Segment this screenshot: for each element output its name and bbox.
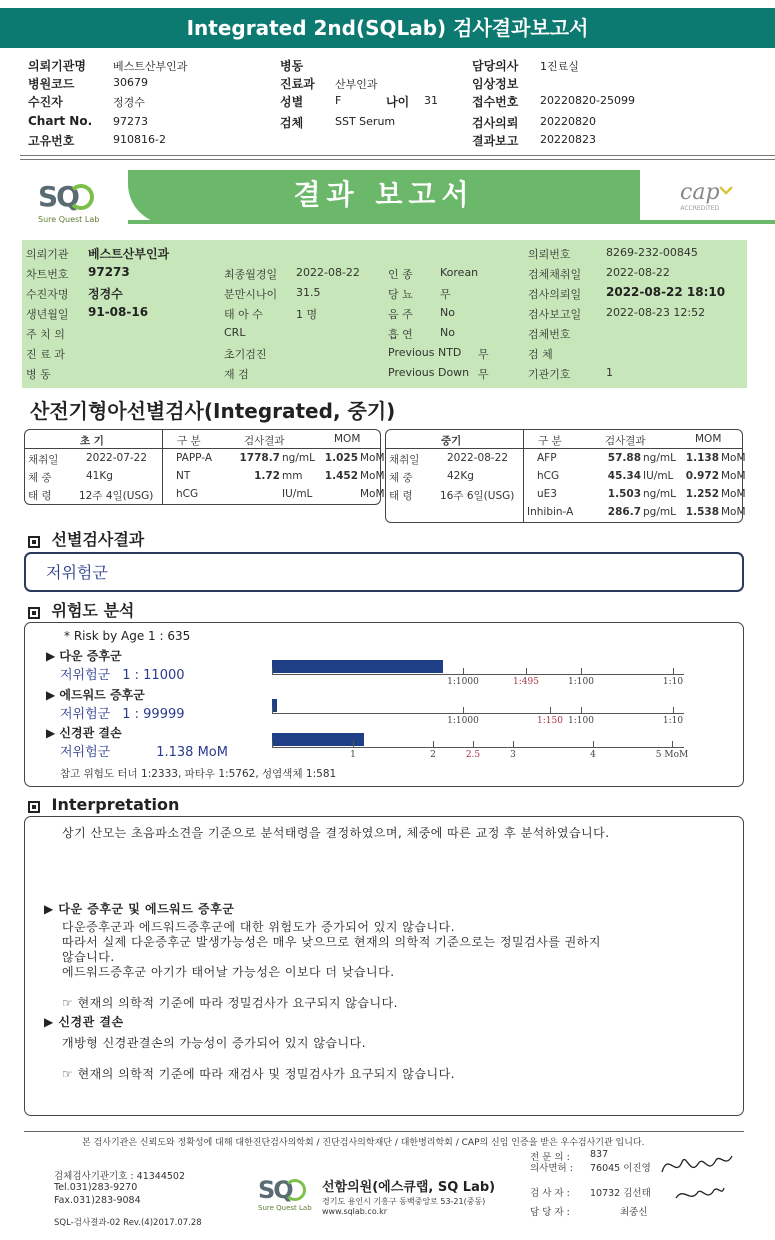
- down-tick: [272, 668, 273, 674]
- patient-field-value: 97273: [88, 265, 130, 279]
- ntd-tick: [672, 741, 673, 747]
- footer-logo-mark: SQ: [258, 1176, 292, 1204]
- mid-marker-result: 286.7: [607, 506, 641, 518]
- header-field-label: 담당의사: [472, 59, 519, 73]
- mid-marker-mom: 0.972: [685, 470, 719, 482]
- early-marker-unit: mm: [282, 470, 303, 482]
- footer-logo-ring-icon: [284, 1179, 306, 1201]
- patient-field-label: Previous NTD: [388, 346, 462, 359]
- risk-title-text: 위험도 분석: [51, 601, 135, 620]
- early-info-label: 태 령: [28, 490, 52, 502]
- interp-down-line: 다운증후군과 에드워드증후군에 대한 위험도가 증가되어 있지 않습니다.: [62, 920, 455, 934]
- mid-header-divider: [385, 448, 743, 449]
- staff-value: 최중신: [620, 1207, 648, 1218]
- ntd-axis: [272, 747, 684, 748]
- mid-marker-result: 57.88: [607, 452, 641, 464]
- mid-marker-mom-unit: MoM: [721, 506, 746, 518]
- header-field-label: 검사의뢰: [472, 116, 519, 130]
- footer-address: 경기도 용인시 기흥구 동백중앙로 53-21(중동): [322, 1197, 486, 1206]
- staff-label: 의사면허 :: [530, 1163, 573, 1174]
- edwards-tick: [581, 707, 582, 713]
- interp-down-note: ☞ 현재의 의학적 기준에 따라 정밀검사가 요구되지 않습니다.: [62, 996, 398, 1010]
- patient-field-label: CRL: [224, 326, 246, 339]
- mid-marker-mom-unit: MoM: [721, 470, 746, 482]
- early-header-cell: 초 기: [80, 435, 104, 447]
- patient-field-value: 정경수: [88, 287, 123, 301]
- patient-field-label: 분만시나이: [224, 288, 278, 301]
- patient-field-value: 베스트산부인과: [88, 247, 170, 261]
- report-banner-title: 결과 보고서: [128, 170, 640, 224]
- header-field-label: 접수번호: [472, 95, 519, 109]
- down-axis: [272, 674, 684, 675]
- mid-marker-mom: 1.538: [685, 506, 719, 518]
- interpretation-section-title: [28, 795, 179, 814]
- patient-field-label: 기관기호: [528, 368, 571, 381]
- cap-logo-mark: cap: [680, 180, 720, 205]
- patient-field-label: 검 체: [528, 348, 553, 361]
- ntd-label: ▶ 신경관 결손: [46, 726, 122, 740]
- mid-info-value: 16주 6일(USG): [440, 490, 515, 502]
- patient-field-label: 검체채취일: [528, 268, 582, 281]
- footer-tel: Tel.031)283-9270: [54, 1182, 138, 1193]
- edwards-tick: [673, 707, 674, 713]
- edwards-tick-label: 1:1000: [447, 716, 479, 726]
- signature-2-icon: [670, 1180, 726, 1208]
- edwards-tick-label: 1:10: [662, 716, 684, 726]
- mid-marker-mom-unit: MoM: [721, 452, 746, 464]
- early-marker-mom-unit: MoM: [360, 452, 385, 464]
- square-bullet-icon: [28, 607, 40, 619]
- footer-website: www.sqlab.co.kr: [322, 1207, 388, 1216]
- mid-marker-result: 45.34: [607, 470, 641, 482]
- mid-marker-name: uE3: [537, 488, 557, 500]
- footer-fax: Fax.031)283-9084: [54, 1195, 141, 1206]
- mid-marker-unit: pg/mL: [643, 506, 676, 518]
- mid-header-cell: MOM: [695, 433, 722, 445]
- staff-label: 검 사 자 :: [530, 1188, 570, 1199]
- edwards-tick-label: 1:100: [568, 716, 594, 726]
- patient-field-label: 흡 연: [388, 328, 413, 341]
- header-field-value: 31: [424, 94, 438, 107]
- header-field-value: 910816-2: [113, 133, 166, 146]
- mid-marker-unit: IU/mL: [643, 470, 674, 482]
- mid-marker-unit: ng/mL: [643, 452, 676, 464]
- mid-info-label: 채취일: [389, 454, 420, 466]
- header-field-value: 1진료실: [540, 60, 579, 73]
- ntd-tick: [473, 741, 474, 747]
- edwards-ratio: 1 : 99999: [122, 707, 185, 722]
- ntd-tick-label: 2: [430, 750, 436, 760]
- patient-field-label: 검체번호: [528, 328, 571, 341]
- mid-header-cell: 구 분: [538, 435, 562, 447]
- down-bar: [272, 660, 443, 673]
- header-field-label: 병동: [280, 59, 304, 73]
- mid-info-label: 체 중: [389, 472, 413, 484]
- header-field-label: 나이: [386, 95, 410, 109]
- interp-ntd-line: 개방형 신경관결손의 가능성이 증가되어 있지 않습니다.: [62, 1036, 367, 1050]
- ntd-tick: [593, 741, 594, 747]
- down-tick-label: 1:100: [568, 677, 594, 687]
- early-table: [24, 429, 381, 505]
- header-field-label: 진료과: [280, 77, 315, 91]
- patient-field-label: 재 검: [224, 368, 249, 381]
- patient-field-label: 음 주: [388, 308, 413, 321]
- down-tick: [463, 668, 464, 674]
- patient-field-label: 생년월일: [26, 308, 69, 321]
- risk-section-title: [28, 598, 134, 621]
- early-marker-name: PAPP-A: [176, 452, 213, 464]
- banner-underline: [128, 220, 775, 224]
- patient-field-value: 2022-08-22: [606, 266, 670, 279]
- down-tick: [581, 668, 582, 674]
- header-field-value: 97273: [113, 115, 148, 128]
- ntd-tick: [272, 741, 273, 747]
- interpretation-title-text: Interpretation: [51, 795, 180, 814]
- patient-field-label: 검사의뢰일: [528, 288, 582, 301]
- patient-field-label: 최종월경일: [224, 268, 278, 281]
- patient-field-label: 의뢰번호: [528, 248, 571, 261]
- edwards-tick: [463, 707, 464, 713]
- mid-marker-mom: 1.252: [685, 488, 719, 500]
- header-field-label: 의뢰기관명: [28, 59, 86, 73]
- header-field-value: SST Serum: [335, 115, 396, 128]
- ntd-tick: [513, 741, 514, 747]
- early-marker-mom-unit: MoM: [360, 470, 385, 482]
- edwards-result: [60, 703, 185, 722]
- header-field-value: 30679: [113, 76, 148, 89]
- sq-logo-mark: SQ: [38, 180, 78, 213]
- mid-marker-name: AFP: [537, 452, 557, 464]
- patient-field-value: 무: [478, 348, 489, 361]
- header-field-label: 검체: [280, 116, 304, 130]
- header-field-value: 20220820-25099: [540, 94, 635, 107]
- footer-clinic-name: 선함의원(에스큐랩, SQ Lab): [322, 1180, 496, 1195]
- signature-1-icon: [656, 1148, 736, 1182]
- early-marker-name: NT: [176, 470, 191, 482]
- patient-field-value: 2022-08-22 18:10: [606, 285, 726, 299]
- sq-logo: [38, 180, 99, 224]
- early-marker-unit: IU/mL: [282, 488, 313, 500]
- mid-info-value: 2022-08-22: [447, 452, 509, 464]
- patient-field-value: 2022-08-23 12:52: [606, 306, 706, 319]
- footer-form-no: SQL-검사결과-02 Rev.(4)2017.07.28: [54, 1218, 202, 1228]
- early-marker-name: hCG: [176, 488, 199, 500]
- square-bullet-icon: [28, 801, 40, 813]
- patient-field-value: 1: [606, 366, 613, 379]
- patient-field-value: 무: [440, 288, 451, 301]
- patient-field-value: 무: [478, 368, 489, 381]
- ntd-group: 저위험군: [60, 745, 111, 760]
- patient-field-label: 태 아 수: [224, 308, 263, 321]
- patient-field-label: 병 동: [26, 368, 51, 381]
- patient-field-label: 검사보고일: [528, 308, 582, 321]
- footer-org-code: 검체검사기관기호 : 41344502: [54, 1171, 186, 1182]
- patient-field-label: 인 종: [388, 268, 413, 281]
- header-field-label: 임상정보: [472, 77, 519, 91]
- ntd-tick: [433, 741, 434, 747]
- edwards-axis: [272, 713, 684, 714]
- mid-marker-name: Inhibin-A: [527, 506, 574, 518]
- patient-field-value: 31.5: [296, 286, 321, 299]
- early-marker-mom: 1.452: [324, 470, 358, 482]
- staff-value: 76045 이진영: [590, 1163, 651, 1174]
- down-tick-label: 1:10: [662, 677, 684, 687]
- early-marker-unit: ng/mL: [282, 452, 315, 464]
- early-marker-result: 1778.7: [239, 452, 280, 464]
- early-info-value: 12주 4일(USG): [79, 490, 154, 502]
- interp-down-title: ▶ 다운 증후군 및 에드워드 증후군: [44, 902, 235, 916]
- ntd-result: [60, 741, 228, 760]
- down-tick-label: 1:1000: [447, 677, 479, 687]
- mid-marker-mom-unit: MoM: [721, 488, 746, 500]
- patient-field-value: 8269-232-00845: [606, 246, 698, 259]
- patient-field-label: 차트번호: [26, 268, 69, 281]
- sq-logo-text: Sure Quest Lab: [38, 215, 100, 224]
- patient-field-label: 당 뇨: [388, 288, 413, 301]
- footer-sq-logo: [258, 1176, 312, 1212]
- early-marker-result: 1.72: [254, 470, 280, 482]
- test-title: 산전기형아선별검사(Integrated, 중기): [30, 399, 396, 423]
- down-label: ▶ 다운 증후군: [46, 649, 122, 663]
- patient-field-label: 의뢰기관: [26, 248, 69, 261]
- edwards-tick: [550, 707, 551, 713]
- checkmark-icon: [719, 181, 733, 195]
- footer-certification: 본 검사기관은 신뢰도와 정확성에 대해 대한진단검사의학회 / 진단검사의학재단 / 대한병리학회 / CAP의 신임 인증을 받은 우수검사기관 입니다.: [82, 1138, 645, 1148]
- interp-down-line: 에드워드증후군 아기가 태어날 가능성은 이보다 더 낮습니다.: [62, 965, 395, 979]
- edwards-tick: [272, 707, 273, 713]
- staff-value: 837: [590, 1149, 609, 1160]
- header-field-label: 결과보고: [472, 134, 519, 148]
- interp-ntd-title: ▶ 신경관 결손: [44, 1015, 124, 1029]
- patient-field-label: 주 치 의: [26, 328, 65, 341]
- staff-label: 담 당 자 :: [530, 1207, 570, 1218]
- header-field-label: 고유번호: [28, 134, 75, 148]
- header-field-value: 20220823: [540, 133, 596, 146]
- patient-field-label: 진 료 과: [26, 348, 65, 361]
- early-info-value: 41Kg: [86, 470, 113, 482]
- mid-info-value: 42Kg: [447, 470, 474, 482]
- down-ratio: 1 : 11000: [122, 668, 185, 683]
- interp-down-line: 따라서 실제 다운증후군 발생가능성은 매우 낮으므로 현재의 의학적 기준으로는 정밀검사를 권하지: [62, 935, 601, 949]
- staff-value: 10732 김선태: [590, 1188, 651, 1199]
- screening-title-text: 선별검사결과: [51, 530, 145, 549]
- ntd-tick-label: 1: [350, 750, 356, 760]
- header-field-label: 성별: [280, 95, 304, 109]
- early-info-label: 채취일: [28, 454, 59, 466]
- interp-down-line: 않습니다.: [62, 950, 115, 964]
- patient-field-value: Korean: [440, 266, 479, 279]
- down-tick: [526, 668, 527, 674]
- square-bullet-icon: [28, 536, 40, 548]
- down-group: 저위험군: [60, 668, 111, 683]
- header-field-label: 수진자: [28, 95, 63, 109]
- patient-field-label: 수진자명: [26, 288, 69, 301]
- early-info-value: 2022-07-22: [86, 452, 148, 464]
- header-field-label: 병원코드: [28, 77, 75, 91]
- early-col-divider: [162, 429, 163, 505]
- early-marker-mom: 1.025: [324, 452, 358, 464]
- mid-marker-result: 1.503: [607, 488, 641, 500]
- patient-field-value: 91-08-16: [88, 305, 149, 319]
- report-title-bar: Integrated 2nd(SQLab) 검사결과보고서: [0, 8, 775, 48]
- divider: [20, 159, 775, 160]
- patient-field-value: 2022-08-22: [296, 266, 360, 279]
- ntd-tick-label: 4: [590, 750, 596, 760]
- patient-field-value: 1 명: [296, 308, 318, 321]
- header-field-label: Chart No.: [28, 114, 93, 128]
- edwards-label: ▶ 에드워드 증후군: [46, 688, 145, 702]
- footer-divider: [24, 1131, 744, 1132]
- screening-section-title: [28, 527, 144, 550]
- patient-field-value: No: [440, 306, 455, 319]
- early-info-label: 체 중: [28, 472, 52, 484]
- ntd-tick-label: 3: [510, 750, 516, 760]
- mid-info-label: 태 령: [389, 490, 413, 502]
- divider: [20, 155, 775, 156]
- header-field-value: F: [335, 94, 342, 107]
- mid-col-divider: [523, 429, 524, 523]
- cap-logo: [680, 180, 720, 212]
- risk-by-age: * Risk by Age 1 : 635: [64, 629, 191, 643]
- ntd-bar: [272, 733, 364, 746]
- footer-logo-text: Sure Quest Lab: [258, 1204, 312, 1212]
- cap-logo-text: ACCREDITED: [680, 205, 720, 212]
- ntd-tick-label: 2.5: [465, 750, 481, 760]
- sq-logo-ring-icon: [68, 184, 94, 210]
- header-field-value: 정경수: [113, 96, 145, 109]
- early-header-cell: 검사결과: [244, 435, 285, 447]
- patient-field-label: Previous Down: [388, 366, 470, 379]
- ntd-tick-label: 5 MoM: [655, 750, 689, 760]
- screening-result-box: [24, 552, 744, 592]
- ntd-mom: 1.138 MoM: [156, 745, 228, 760]
- early-header-divider: [24, 448, 381, 449]
- mid-header-cell: 검사결과: [605, 435, 646, 447]
- patient-field-value: No: [440, 326, 455, 339]
- header-field-value: 베스트산부인과: [113, 60, 188, 73]
- early-header-cell: MOM: [334, 433, 361, 445]
- early-marker-mom-unit: MoM: [360, 488, 385, 500]
- interp-intro: 상기 산모는 초음파소견을 기준으로 분석태령을 결정하였으며, 체중에 따른 교정 후 분석하였습니다.: [62, 826, 610, 840]
- mid-marker-mom: 1.138: [685, 452, 719, 464]
- mid-header-cell: 중기: [441, 435, 462, 447]
- down-result: [60, 664, 185, 683]
- edwards-tick-label: 1:150: [537, 716, 563, 726]
- screening-result-text: 저위험군: [46, 563, 108, 582]
- patient-field-label: 초기검진: [224, 348, 267, 361]
- mid-marker-name: hCG: [537, 470, 560, 482]
- interp-ntd-note: ☞ 현재의 의학적 기준에 따라 재검사 및 정밀검사가 요구되지 않습니다.: [62, 1067, 455, 1081]
- mid-marker-unit: ng/mL: [643, 488, 676, 500]
- down-tick-label: 1:495: [513, 677, 539, 687]
- ntd-tick: [353, 741, 354, 747]
- staff-label: 전 문 의 :: [530, 1152, 570, 1163]
- down-tick: [673, 668, 674, 674]
- reference-risk: 참고 위험도 터너 1:2333, 파타우 1:5762, 성염색체 1:581: [60, 768, 337, 780]
- early-header-cell: 구 분: [177, 435, 201, 447]
- header-field-value: 산부인과: [335, 78, 378, 91]
- edwards-group: 저위험군: [60, 707, 111, 722]
- header-field-value: 20220820: [540, 115, 596, 128]
